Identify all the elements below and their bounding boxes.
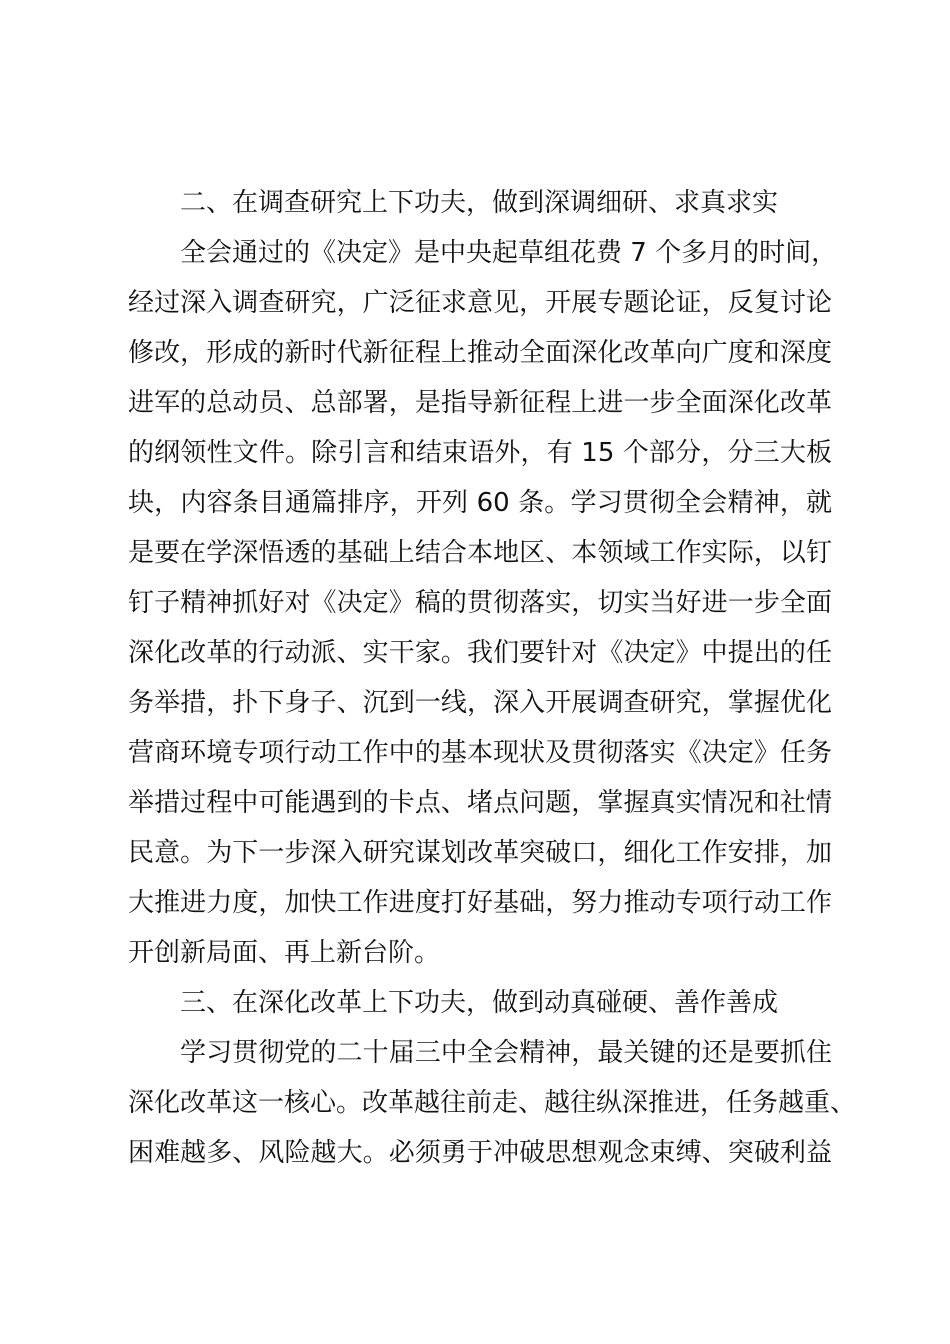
paragraph-line: 举措过程中可能遇到的卡点、堵点问题，掌握真实情况和社情: [128, 788, 832, 818]
paragraph-line: 开创新局面、再上新台阶。: [128, 938, 441, 968]
paragraph-line: 钉子精神抓好对《决定》稿的贯彻落实，切实当好进一步全面: [128, 588, 832, 618]
section-paragraph-2: [128, 228, 838, 978]
paragraph-line: 务举措，扑下身子、沉到一线，深入开展调查研究，掌握优化: [128, 688, 832, 718]
paragraph-line: 营商环境专项行动工作中的基本现状及贯彻落实《决定》任务: [128, 738, 832, 768]
paragraph-line: 民意。为下一步深入研究谋划改革突破口，细化工作安排，加: [128, 838, 832, 868]
paragraph-line: 全会通过的《决定》是中央起草组花费 7 个多月的时间，: [180, 238, 838, 268]
paragraph-line: 深化改革的行动派、实干家。我们要针对《决定》中提出的任: [128, 638, 832, 668]
paragraph-line: 进军的总动员、总部署，是指导新征程上进一步全面深化改革: [128, 388, 832, 418]
paragraph-line: 的纲领性文件。除引言和结束语外，有 15 个部分，分三大板: [128, 438, 832, 468]
paragraph-line: 是要在学深悟透的基础上结合本地区、本领域工作实际，以钉: [128, 538, 832, 568]
paragraph-line: 块，内容条目通篇排序，开列 60 条。学习贯彻全会精神，就: [128, 488, 832, 518]
paragraph-line: 学习贯彻党的二十届三中全会精神，最关键的还是要抓住: [180, 1038, 832, 1068]
section-heading-3: 三、在深化改革上下功夫，做到动真碰硬、善作善成: [180, 988, 779, 1018]
paragraph-line: 修改，形成的新时代新征程上推动全面深化改革向广度和深度: [128, 338, 832, 368]
document-body: [128, 178, 857, 1178]
paragraph-line: 困难越多、风险越大。必须勇于冲破思想观念束缚、突破利益: [128, 1138, 832, 1168]
paragraph-line: 大推进力度，加快工作进度打好基础，努力推动专项行动工作: [128, 888, 832, 918]
paragraph-line: 深化改革这一核心。改革越往前走、越往纵深推进，任务越重、: [128, 1088, 857, 1118]
paragraph-line: 经过深入调查研究，广泛征求意见，开展专题论证，反复讨论: [128, 288, 832, 318]
section-heading-2: 二、在调查研究上下功夫，做到深调细研、求真求实: [180, 188, 779, 218]
section-paragraph-3: [128, 1028, 857, 1178]
